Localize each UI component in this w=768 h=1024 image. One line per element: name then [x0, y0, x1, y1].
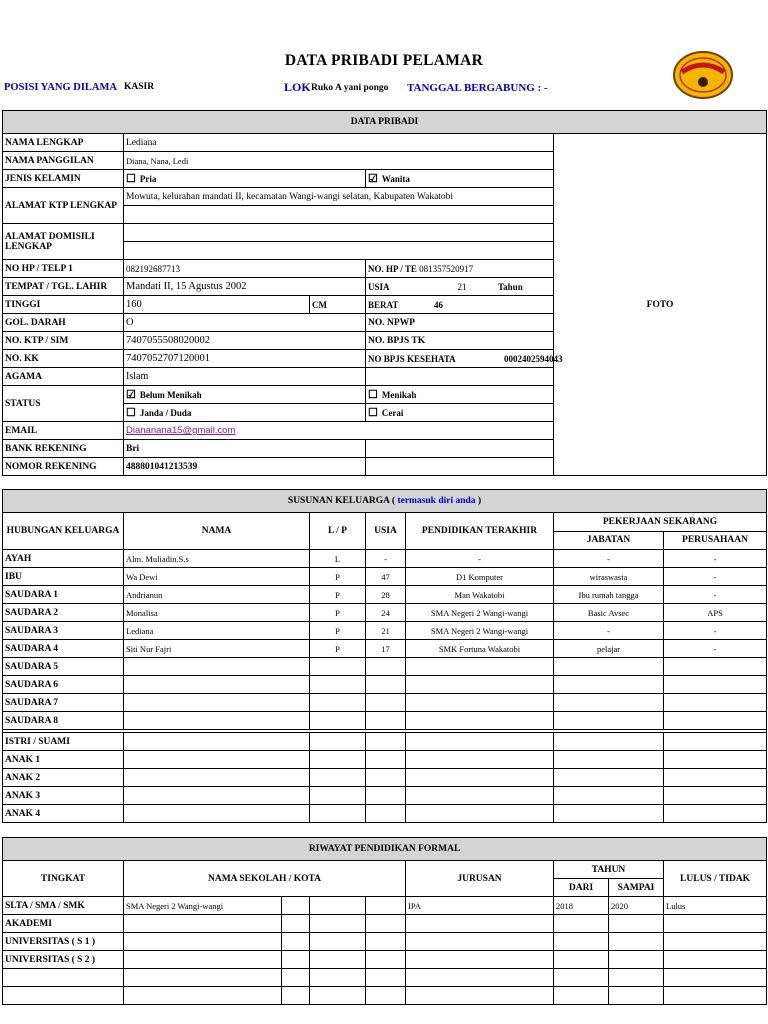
- col-to: SAMPAI: [609, 879, 664, 897]
- age-value[interactable]: 21: [457, 281, 467, 292]
- relation-cell: SAUDARA 3: [3, 622, 124, 640]
- personal-section-title: DATA PRIBADI: [3, 111, 767, 134]
- col-year: TAHUN: [554, 861, 664, 879]
- full-name-label: NAMA LENGKAP: [3, 134, 124, 152]
- col-school: NAMA SEKOLAH / KOTA: [124, 861, 406, 897]
- bank-value[interactable]: Bri: [124, 440, 366, 458]
- graduated-cell[interactable]: [664, 933, 767, 951]
- to-cell[interactable]: 2020: [609, 897, 664, 915]
- age-cell[interactable]: [366, 805, 406, 823]
- table-row: [3, 805, 767, 823]
- position-cell[interactable]: pelajar: [554, 640, 664, 658]
- relation-cell: SAUDARA 6: [3, 676, 124, 694]
- company-logo: [672, 50, 734, 100]
- school-extra-cell[interactable]: [282, 969, 310, 987]
- relation-cell: SAUDARA 4: [3, 640, 124, 658]
- position-cell[interactable]: [554, 787, 664, 805]
- position-label: POSISI YANG DILAMA: [4, 82, 117, 93]
- education-cell[interactable]: D1 Komputer: [406, 568, 554, 586]
- table-row: [3, 604, 767, 622]
- age-cell[interactable]: [366, 769, 406, 787]
- age-cell[interactable]: 17: [366, 640, 406, 658]
- graduated-cell[interactable]: [664, 951, 767, 969]
- checkbox-empty-icon[interactable]: ☐: [126, 173, 136, 185]
- education-cell[interactable]: SMA Negeri 2 Wangi-wangi: [406, 622, 554, 640]
- to-cell[interactable]: [609, 987, 664, 1005]
- ktp-address-value[interactable]: Mowuta, kelurahan mandati II, kecamatan Wangi-wangi selatan, Kabupaten Wakatobi: [124, 188, 554, 206]
- age-cell[interactable]: [366, 676, 406, 694]
- birth-label: TEMPAT / TGL. LAHIR: [3, 278, 124, 296]
- name-cell[interactable]: [124, 733, 310, 751]
- graduated-cell[interactable]: Lulus: [664, 897, 767, 915]
- school-extra-cell[interactable]: [282, 933, 310, 951]
- education-cell[interactable]: [406, 769, 554, 787]
- school-cell[interactable]: SMA Negeri 2 Wangi-wangi: [124, 897, 282, 915]
- school-extra-cell[interactable]: [366, 951, 406, 969]
- graduated-cell[interactable]: [664, 969, 767, 987]
- status-label: STATUS: [3, 386, 124, 422]
- company-cell[interactable]: [664, 712, 767, 730]
- ktp-address-label: ALAMAT KTP LENGKAP: [3, 188, 124, 224]
- col-age: USIA: [366, 513, 406, 550]
- sex-cell[interactable]: P: [310, 586, 366, 604]
- checkbox-checked-icon[interactable]: ☑: [126, 389, 136, 401]
- table-row: [3, 897, 767, 915]
- age-cell[interactable]: [366, 694, 406, 712]
- graduated-cell[interactable]: [664, 987, 767, 1005]
- col-company: PERUSAHAAN: [664, 531, 767, 550]
- sex-cell[interactable]: [310, 769, 366, 787]
- company-cell[interactable]: APS: [664, 604, 767, 622]
- education-cell[interactable]: SMA Negeri 2 Wangi-wangi: [406, 604, 554, 622]
- table-row: [3, 640, 767, 658]
- height-unit: CM: [310, 296, 366, 314]
- education-cell[interactable]: [406, 658, 554, 676]
- position-cell[interactable]: Basic Avsec: [554, 604, 664, 622]
- position-cell[interactable]: Ibu rumah tangga: [554, 586, 664, 604]
- position-cell[interactable]: [554, 676, 664, 694]
- position-cell[interactable]: -: [554, 550, 664, 568]
- major-cell[interactable]: [406, 951, 554, 969]
- checkbox-checked-icon[interactable]: ☑: [368, 173, 378, 185]
- from-cell[interactable]: [554, 951, 609, 969]
- photo-box: FOTO: [554, 134, 767, 476]
- status-married-label: Menikah: [381, 390, 417, 400]
- school-extra-cell[interactable]: [310, 951, 366, 969]
- blood-value[interactable]: O: [124, 314, 366, 332]
- education-cell[interactable]: [406, 712, 554, 730]
- height-label: TINGGI: [3, 296, 124, 314]
- school-extra-cell[interactable]: [366, 915, 406, 933]
- height-value[interactable]: 160: [124, 296, 310, 314]
- education-section-title: RIWAYAT PENDIDIKAN FORMAL: [3, 838, 767, 861]
- birth-value[interactable]: Mandati II, 15 Agustus 2002: [124, 278, 366, 296]
- company-cell[interactable]: [664, 751, 767, 769]
- religion-value[interactable]: Islam: [124, 368, 366, 386]
- name-cell[interactable]: [124, 712, 310, 730]
- education-cell[interactable]: -: [406, 550, 554, 568]
- level-cell: UNIVERSITAS ( S 2 ): [3, 951, 124, 969]
- company-cell[interactable]: -: [664, 586, 767, 604]
- relation-cell: ANAK 2: [3, 769, 124, 787]
- account-label: NOMOR REKENING: [3, 458, 124, 476]
- graduated-cell[interactable]: [664, 915, 767, 933]
- bpjs-tk-label: NO. BPJS TK: [366, 332, 554, 350]
- npwp-label: NO. NPWP: [366, 314, 554, 332]
- school-extra-cell[interactable]: [310, 897, 366, 915]
- age-unit: Tahun: [498, 281, 523, 292]
- education-cell[interactable]: [406, 787, 554, 805]
- name-cell[interactable]: Wa Dewi: [124, 568, 310, 586]
- table-row: [3, 787, 767, 805]
- school-extra-cell[interactable]: [282, 987, 310, 1005]
- name-cell[interactable]: [124, 805, 310, 823]
- age-label: USIA: [368, 281, 390, 292]
- col-sex: L / P: [310, 513, 366, 550]
- education-cell[interactable]: [406, 805, 554, 823]
- table-row: [3, 987, 767, 1005]
- phone-label: NO HP / TELP 1: [3, 260, 124, 278]
- to-cell[interactable]: [609, 915, 664, 933]
- company-cell[interactable]: [664, 733, 767, 751]
- age-cell[interactable]: 47: [366, 568, 406, 586]
- level-cell: AKADEMI: [3, 915, 124, 933]
- school-extra-cell[interactable]: [310, 987, 366, 1005]
- name-cell[interactable]: [124, 658, 310, 676]
- table-row: [3, 951, 767, 969]
- school-extra-cell[interactable]: [366, 933, 406, 951]
- age-cell[interactable]: -: [366, 550, 406, 568]
- education-cell[interactable]: [406, 676, 554, 694]
- family-section-note: termasuk diri anda: [397, 496, 476, 506]
- domicile-line2[interactable]: [124, 242, 554, 260]
- education-cell[interactable]: SMK Fortuna Wakatobi: [406, 640, 554, 658]
- education-cell[interactable]: [406, 733, 554, 751]
- school-extra-cell[interactable]: [366, 987, 406, 1005]
- table-row: [3, 733, 767, 751]
- domicile-label: ALAMAT DOMISILI LENGKAP: [3, 224, 124, 260]
- to-cell[interactable]: [609, 951, 664, 969]
- position-cell[interactable]: [554, 805, 664, 823]
- school-extra-cell[interactable]: [310, 969, 366, 987]
- company-cell[interactable]: -: [664, 622, 767, 640]
- col-level: TINGKAT: [3, 861, 124, 897]
- name-cell[interactable]: Lediana: [124, 622, 310, 640]
- kk-value[interactable]: 7407052707120001: [124, 350, 366, 368]
- bank-label: BANK REKENING: [3, 440, 124, 458]
- sex-cell[interactable]: P: [310, 604, 366, 622]
- age-cell[interactable]: [366, 787, 406, 805]
- col-education: PENDIDIKAN TERAKHIR: [406, 513, 554, 550]
- nickname-value[interactable]: Diana, Nana, Ledi: [124, 152, 554, 170]
- table-row: [3, 676, 767, 694]
- relation-cell: SAUDARA 1: [3, 586, 124, 604]
- name-cell[interactable]: Andrianun: [124, 586, 310, 604]
- age-cell[interactable]: 28: [366, 586, 406, 604]
- sex-cell[interactable]: [310, 787, 366, 805]
- sex-cell[interactable]: [310, 733, 366, 751]
- name-cell[interactable]: [124, 694, 310, 712]
- education-cell[interactable]: Man Wakatobi: [406, 586, 554, 604]
- blood-label: GOL. DARAH: [3, 314, 124, 332]
- email-link[interactable]: Diananana15@gmail.com: [126, 425, 236, 436]
- status-divorced-label: Cerai: [381, 408, 404, 418]
- school-cell[interactable]: [124, 969, 282, 987]
- level-cell: UNIVERSITAS ( S 1 ): [3, 933, 124, 951]
- sex-cell[interactable]: P: [310, 622, 366, 640]
- kk-label: NO. KK: [3, 350, 124, 368]
- school-cell[interactable]: [124, 933, 282, 951]
- name-cell[interactable]: [124, 751, 310, 769]
- relation-cell: ANAK 1: [3, 751, 124, 769]
- ktp-address-line2[interactable]: [124, 206, 554, 224]
- relation-cell: ANAK 4: [3, 805, 124, 823]
- major-cell[interactable]: [406, 915, 554, 933]
- join-date-label: TANGGAL BERGABUNG : -: [407, 82, 548, 94]
- col-from: DARI: [554, 879, 609, 897]
- family-table: [2, 489, 767, 823]
- major-cell[interactable]: [406, 987, 554, 1005]
- company-cell[interactable]: -: [664, 550, 767, 568]
- company-cell[interactable]: [664, 769, 767, 787]
- table-row: [3, 915, 767, 933]
- name-cell[interactable]: Monalisa: [124, 604, 310, 622]
- name-cell[interactable]: [124, 787, 310, 805]
- phone-value[interactable]: 082192687713: [124, 260, 366, 278]
- gender-female-label: Wanita: [381, 174, 410, 184]
- age-cell[interactable]: 24: [366, 604, 406, 622]
- sex-cell[interactable]: P: [310, 568, 366, 586]
- family-section-title: SUSUNAN KELUARGA ( termasuk diri anda ): [3, 490, 767, 513]
- school-extra-cell[interactable]: [310, 933, 366, 951]
- name-cell[interactable]: [124, 676, 310, 694]
- gender-male-label: Pria: [139, 174, 157, 184]
- table-row: [3, 694, 767, 712]
- sex-cell[interactable]: [310, 751, 366, 769]
- personal-data-table: [2, 110, 767, 476]
- bpjs-kes-value[interactable]: 0002402594043: [504, 353, 563, 364]
- name-cell[interactable]: Alm. Muliadin.S.s: [124, 550, 310, 568]
- school-extra-cell[interactable]: [282, 897, 310, 915]
- position-cell[interactable]: wiraswasta: [554, 568, 664, 586]
- sex-cell[interactable]: [310, 805, 366, 823]
- ktp-value[interactable]: 7407055508020002: [124, 332, 366, 350]
- phone2-label: NO. HP / TE: [368, 263, 417, 274]
- name-cell[interactable]: [124, 769, 310, 787]
- page-title: DATA PRIBADI PELAMAR: [284, 52, 484, 69]
- bpjs-kes-label: NO BPJS KESEHATA: [368, 353, 456, 364]
- position-cell[interactable]: -: [554, 622, 664, 640]
- company-cell[interactable]: [664, 658, 767, 676]
- school-cell[interactable]: [124, 987, 282, 1005]
- age-cell[interactable]: 21: [366, 622, 406, 640]
- company-cell[interactable]: [664, 676, 767, 694]
- status-widow-label: Janda / Duda: [139, 408, 192, 418]
- position-cell[interactable]: [554, 751, 664, 769]
- table-row: [3, 658, 767, 676]
- school-extra-cell[interactable]: [366, 897, 406, 915]
- school-cell[interactable]: [124, 951, 282, 969]
- school-extra-cell[interactable]: [366, 969, 406, 987]
- company-cell[interactable]: [664, 694, 767, 712]
- school-cell[interactable]: [124, 915, 282, 933]
- location-label: LOK: [284, 80, 311, 94]
- relation-cell: ISTRI / SUAMI: [3, 733, 124, 751]
- position-value: KASIR: [124, 82, 155, 92]
- sex-cell[interactable]: P: [310, 640, 366, 658]
- gender-label: JENIS KELAMIN: [3, 170, 124, 188]
- position-cell[interactable]: [554, 694, 664, 712]
- relation-cell: SAUDARA 5: [3, 658, 124, 676]
- email-label: EMAIL: [3, 422, 124, 440]
- table-row: [3, 751, 767, 769]
- age-cell[interactable]: [366, 751, 406, 769]
- age-cell[interactable]: [366, 733, 406, 751]
- age-cell[interactable]: [366, 658, 406, 676]
- col-position: JABATAN: [554, 531, 664, 550]
- table-row: [3, 969, 767, 987]
- from-cell[interactable]: [554, 987, 609, 1005]
- sex-cell[interactable]: [310, 676, 366, 694]
- col-relation: HUBUNGAN KELUARGA: [3, 513, 124, 550]
- age-cell[interactable]: [366, 712, 406, 730]
- table-row: [3, 622, 767, 640]
- name-cell[interactable]: Siti Nur Fajri: [124, 640, 310, 658]
- checkbox-empty-icon[interactable]: ☐: [368, 407, 378, 419]
- from-cell[interactable]: 2018: [554, 897, 609, 915]
- school-extra-cell[interactable]: [282, 951, 310, 969]
- domicile-line1[interactable]: [124, 224, 554, 242]
- position-cell[interactable]: [554, 658, 664, 676]
- to-cell[interactable]: [609, 969, 664, 987]
- checkbox-empty-icon[interactable]: ☐: [126, 407, 136, 419]
- relation-cell: ANAK 3: [3, 787, 124, 805]
- education-table: [2, 837, 767, 1005]
- relation-cell: SAUDARA 7: [3, 694, 124, 712]
- to-cell[interactable]: [609, 933, 664, 951]
- school-extra-cell[interactable]: [310, 915, 366, 933]
- table-row: [3, 568, 767, 586]
- school-extra-cell[interactable]: [282, 915, 310, 933]
- level-cell: [3, 987, 124, 1005]
- phone2-value[interactable]: 081357520917: [419, 263, 474, 274]
- from-cell[interactable]: [554, 933, 609, 951]
- company-cell[interactable]: [664, 805, 767, 823]
- col-graduated: LULUS / TIDAK: [664, 861, 767, 897]
- table-row: [3, 712, 767, 730]
- nickname-label: NAMA PANGGILAN: [3, 152, 124, 170]
- status-single-label: Belum Menikah: [139, 390, 202, 400]
- from-cell[interactable]: [554, 915, 609, 933]
- table-row: [3, 550, 767, 568]
- from-cell[interactable]: [554, 969, 609, 987]
- weight-value[interactable]: 46: [434, 299, 443, 310]
- table-row: [3, 933, 767, 951]
- position-cell[interactable]: [554, 733, 664, 751]
- level-cell: [3, 969, 124, 987]
- account-value[interactable]: 488801041213539: [124, 458, 366, 476]
- company-cell[interactable]: -: [664, 568, 767, 586]
- col-name: NAMA: [124, 513, 310, 550]
- company-cell[interactable]: [664, 787, 767, 805]
- religion-label: AGAMA: [3, 368, 124, 386]
- checkbox-empty-icon[interactable]: ☐: [368, 389, 378, 401]
- col-major: JURUSAN: [406, 861, 554, 897]
- sex-cell[interactable]: [310, 658, 366, 676]
- company-cell[interactable]: -: [664, 640, 767, 658]
- sex-cell[interactable]: [310, 712, 366, 730]
- relation-cell: IBU: [3, 568, 124, 586]
- col-job: PEKERJAAN SEKARANG: [554, 513, 767, 532]
- major-cell[interactable]: IPA: [406, 897, 554, 915]
- relation-cell: SAUDARA 8: [3, 712, 124, 730]
- weight-label: BERAT: [368, 299, 399, 310]
- education-cell[interactable]: [406, 694, 554, 712]
- relation-cell: SAUDARA 2: [3, 604, 124, 622]
- full-name-value[interactable]: Lediana: [124, 134, 554, 152]
- major-cell[interactable]: [406, 969, 554, 987]
- location-value: Ruko A yani pongo: [311, 83, 389, 93]
- education-cell[interactable]: [406, 751, 554, 769]
- sex-cell[interactable]: L: [310, 550, 366, 568]
- relation-cell: AYAH: [3, 550, 124, 568]
- table-row: [3, 769, 767, 787]
- position-cell[interactable]: [554, 769, 664, 787]
- sex-cell[interactable]: [310, 694, 366, 712]
- major-cell[interactable]: [406, 933, 554, 951]
- level-cell: SLTA / SMA / SMK: [3, 897, 124, 915]
- ktp-label: NO. KTP / SIM: [3, 332, 124, 350]
- position-cell[interactable]: [554, 712, 664, 730]
- table-row: [3, 586, 767, 604]
